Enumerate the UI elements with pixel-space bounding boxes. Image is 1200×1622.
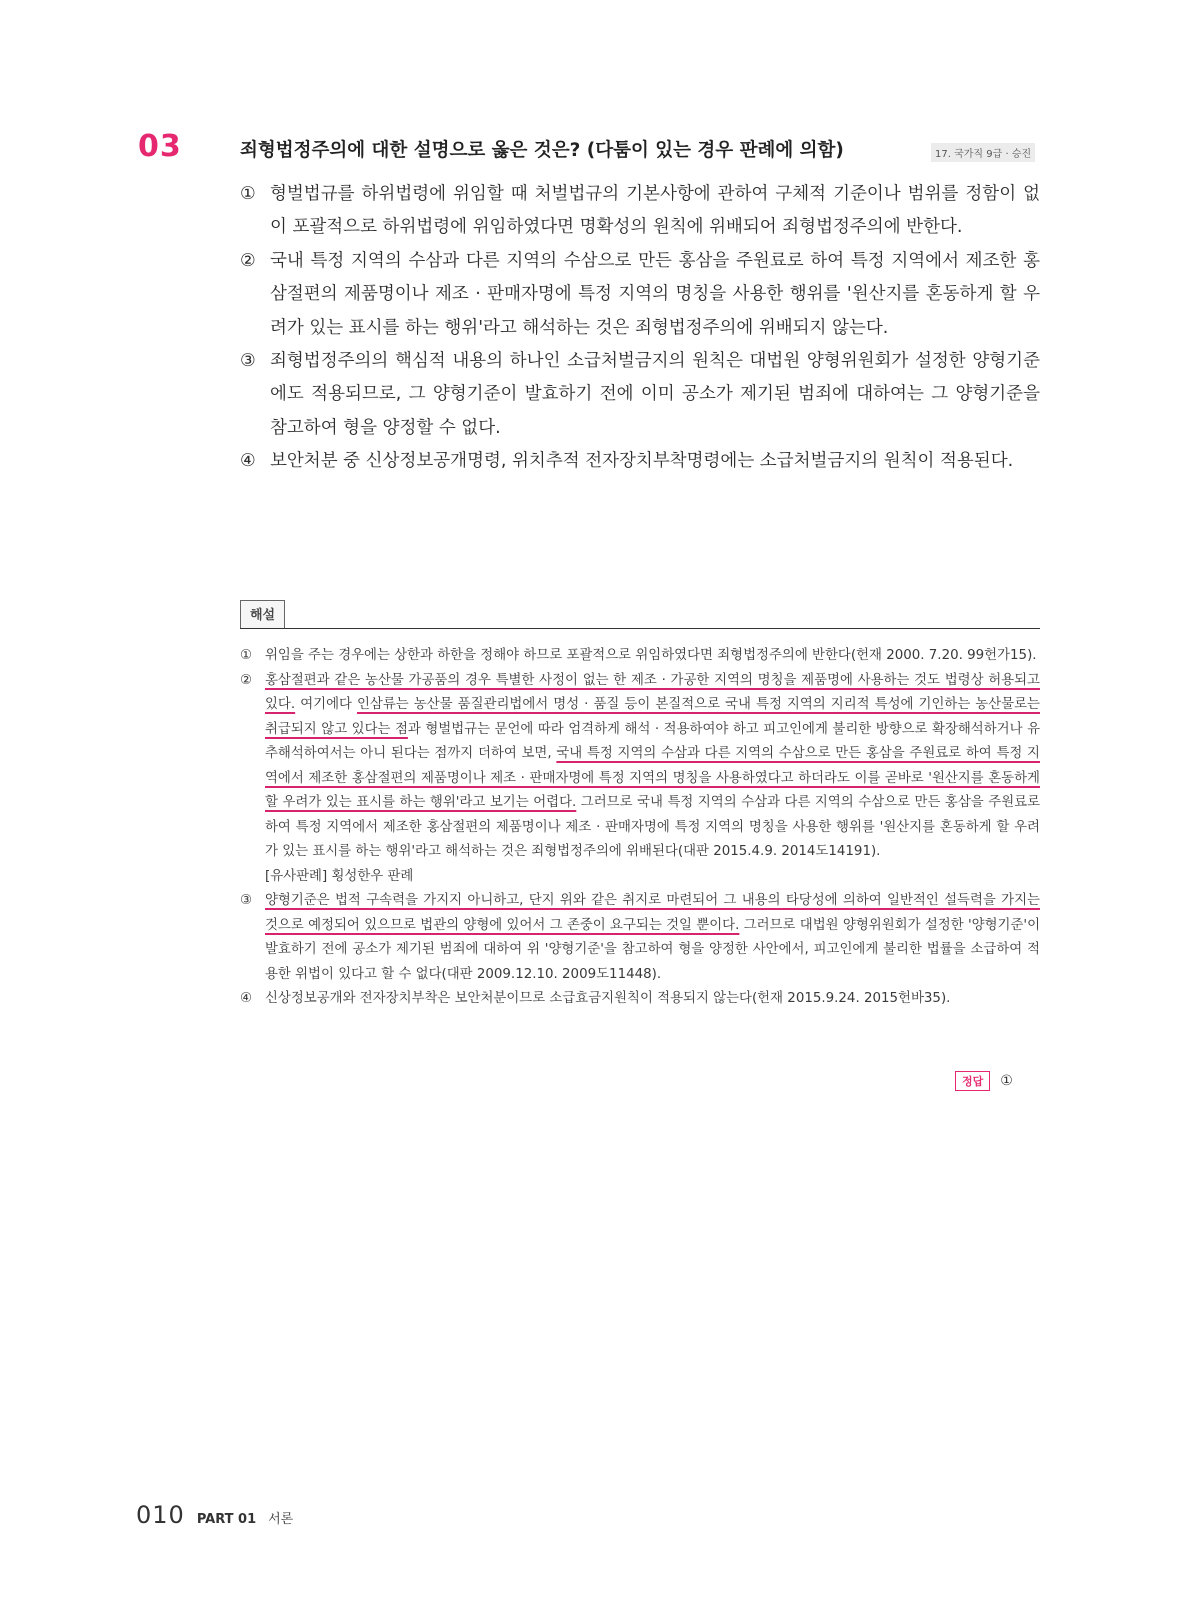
- page-footer: [136, 1501, 293, 1529]
- choice-mark: ④: [240, 451, 256, 472]
- choice-text: 보안처분 중 신상정보공개명령, 위치추적 전자장치부착명령에는 소급처벌금지의 원칙이 적용된다.: [270, 451, 1014, 472]
- answer-label: 정답: [955, 1071, 990, 1091]
- highlighted-text: 국내 특정 지역의 수삼과 다른 지역의 수삼으로 만든 홍삼을 주원료로 하여 특정 지역에서 제조한 홍삼절편의 제품명이나 제조 · 판매자명에 특정 지역의 명칭을 사용하였다고 하더라도 이를 곧바로 '원산지를 혼동하게 할 우려가 있는 표시를 하는 행위'라고 보기는 어렵다.: [265, 746, 1040, 810]
- explanation-item-2: [240, 669, 1040, 890]
- choice-text: 국내 특정 지역의 수삼과 다른 지역의 수삼으로 만든 홍삼을 주원료로 하여 특정 지역에서 제조한 홍삼절편의 제품명이나 제조 · 판매자명에 특정 지역의 명칭을 사용한 행위를 '원산지를 혼동하게 할 우려가 있는 표시를 하는 행위'라고 해석하는 것은 죄형법정주의에 위배되지 않는다.: [270, 250, 1040, 338]
- explanation-header: [240, 600, 1040, 629]
- choice-1: [240, 178, 1040, 245]
- explanation-mark: ③: [240, 893, 253, 908]
- explanation-text: 그러므로 국내 특정 지역의 수삼과 다른 지역의 수삼으로 만든 홍삼을 주원료로 하여 특정 지역에서 제조한 홍삼절편의 제품명이나 제조 · 판매자명에 특정 지역의 명칭을 사용한 행위를 '원산지를 혼동하게 할 우려가 있는 표시를 하는 행위'라고 해석하는 것은 죄형법정주의에 위배된다(대판 2015.4.9. 2014도14191).: [265, 795, 1041, 859]
- highlighted-text: 홍삼절편과 같은 농산물 가공품의 경우 특별한 사정이 없는 한 제조 · 가공한 지역의 명칭을 제품명에 사용하는 것도 법령상 허용되고 있다.: [265, 672, 1040, 712]
- part-title: 서론: [268, 1512, 294, 1527]
- explanation-mark: ④: [240, 991, 253, 1006]
- choice-mark: ①: [240, 184, 256, 204]
- question-source-tag: 17. 국가직 9급 · 승진: [931, 143, 1035, 162]
- explanation-text: 과 형벌법규는 문언에 따라 엄격하게 해석 · 적용하여야 하고 피고인에게 불리한 방향으로 확장해석하거나 유추해석하여서는 아니 된다는 점까지 더하여 보면,: [265, 721, 1041, 761]
- highlighted-text: 양형기준은 법적 구속력을 가지지 아니하고, 단지 위와 같은 취지로 마련되어 그 내용의 타당성에 의하여 일반적인 설득력을 가지는 것으로 예정되어 있으므로 법관의 양형에 있어서 그 존중이 요구되는 것일 뿐이다.: [265, 893, 1040, 933]
- choice-mark: ②: [240, 250, 256, 271]
- choice-text: 죄형법정주의의 핵심적 내용의 하나인 소급처벌금지의 원칙은 대법원 양형위원회가 설정한 양형기준에도 적용되므로, 그 양형기준이 발효하기 전에 이미 공소가 제기된 범죄에 대하여는 그 양형기준을 참고하여 형을 양정할 수 없다.: [270, 351, 1040, 438]
- explanation-item-4: [240, 987, 1040, 1012]
- explanation-text: 그러므로 대법원 양형위원회가 설정한 '양형기준'이 발효하기 전에 공소가 제기된 범죄에 대하여 위 '양형기준'을 참고하여 형을 양정한 사안에서, 피고인에게 불리한 법률을 소급하여 적용한 위법이 있다고 할 수 없다(대판 2009.12.10. 2009도11448).: [265, 917, 1040, 982]
- related-case-note: [유사판례] 횡성한우 판례: [265, 868, 414, 884]
- explanation-text: 여기에다: [295, 697, 357, 712]
- choice-2: [240, 245, 1040, 345]
- explanation-body: [265, 669, 1040, 890]
- part-label: PART 01: [196, 1512, 257, 1527]
- choice-list: [240, 178, 1040, 479]
- choice-text: 형벌법규를 하위법령에 위임할 때 처벌법규의 기본사항에 관하여 구체적 기준이나 범위를 정함이 없이 포괄적으로 하위법령에 위임하였다면 명확성의 원칙에 위배되어 죄형법정주의에 반한다.: [270, 184, 1040, 238]
- explanation-body: [265, 889, 1040, 987]
- explanation-mark: ②: [240, 672, 253, 688]
- explanation-text: 위임을 주는 경우에는 상한과 하한을 정해야 하므로 포괄적으로 위임하였다면 죄형법정주의에 반한다(헌재 2000. 7.20. 99헌가15).: [265, 648, 1037, 663]
- choice-4: [240, 445, 1040, 478]
- explanation-text: 신상정보공개와 전자장치부착은 보안처분이므로 소급효금지원칙이 적용되지 않는다(헌재 2015.9.24. 2015헌바35).: [265, 991, 951, 1006]
- question-title: 죄형법정주의에 대한 설명으로 옳은 것은? (다툼이 있는 경우 판례에 의함): [240, 140, 844, 161]
- explanation-mark: ①: [240, 648, 253, 663]
- choice-mark: ③: [240, 351, 256, 372]
- page-number: 010: [136, 1501, 185, 1529]
- question-number: 03: [138, 129, 182, 164]
- explanation-item-1: [240, 644, 1040, 669]
- highlighted-text: 인삼류는 농산물 품질관리법에서 명성 · 품질 등이 본질적으로 국내 특정 지역의 지리적 특성에 기인하는 농산물로는 취급되지 않고 있다는 점: [265, 697, 1040, 737]
- explanation-list: [240, 644, 1040, 1012]
- explanation-item-3: [240, 889, 1040, 987]
- explanation-tag: 해설: [240, 600, 285, 628]
- answer-box: [955, 1071, 1013, 1091]
- choice-3: [240, 345, 1040, 445]
- answer-value: ①: [1000, 1073, 1013, 1089]
